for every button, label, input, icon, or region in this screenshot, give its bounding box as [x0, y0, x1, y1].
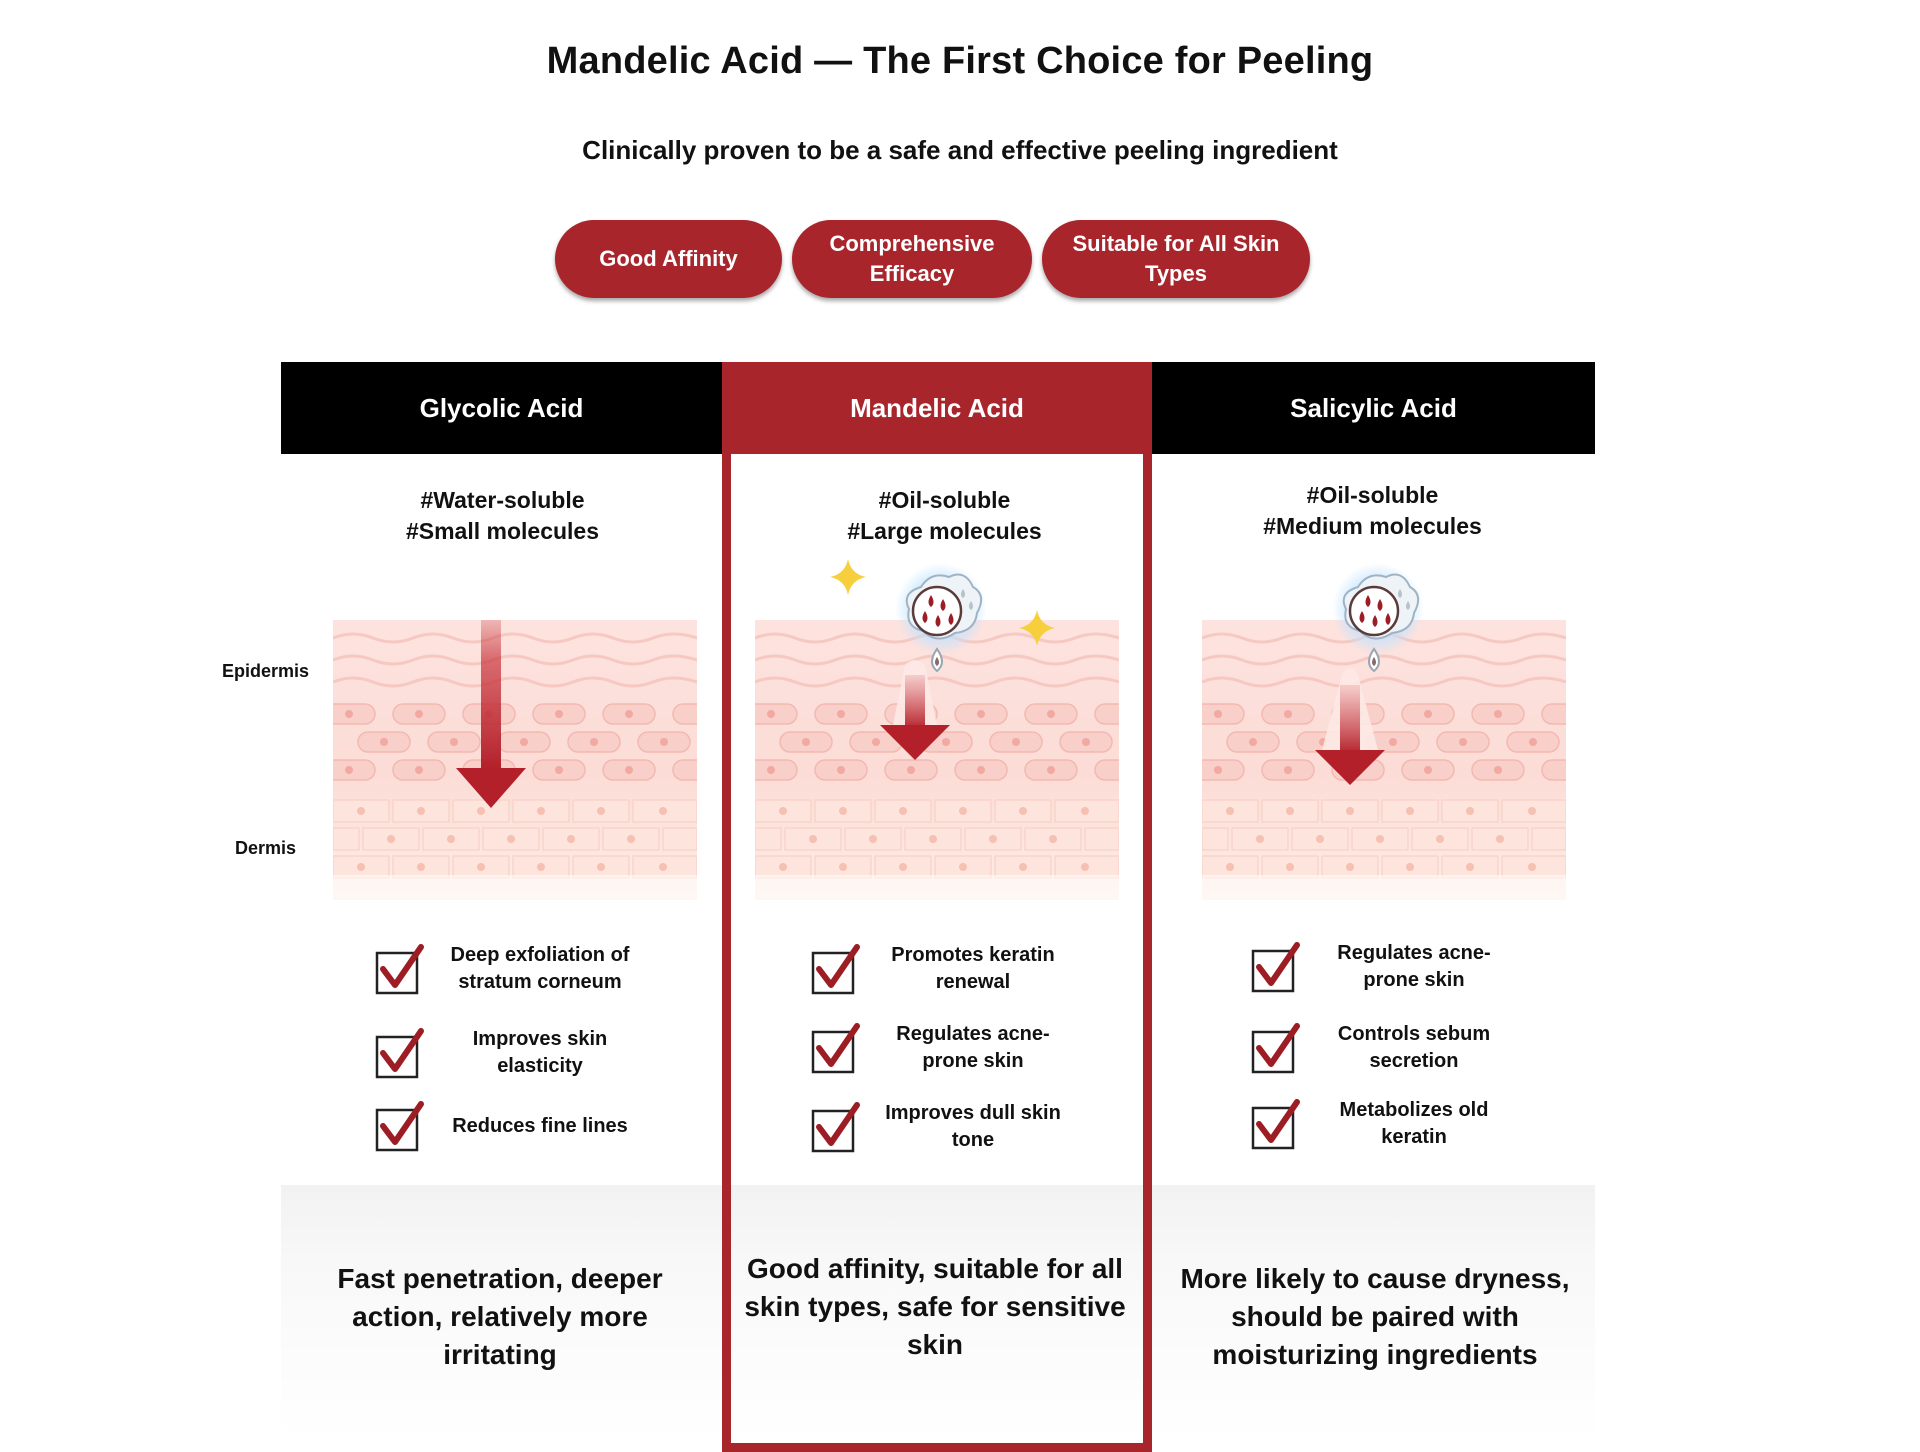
feature-item: [811, 1100, 1073, 1154]
label-dermis: Dermis: [235, 838, 297, 858]
feature-item: [375, 1100, 645, 1152]
tag-line: #Water-soluble: [420, 487, 585, 513]
check-icon: [1251, 941, 1301, 993]
feature-text: Regulates acne-prone skin: [896, 1023, 1050, 1072]
skin-diagram-salicylic: [1202, 545, 1566, 900]
tag-line: #Large molecules: [847, 518, 1042, 544]
tags-glycolic: [330, 485, 675, 547]
feature-text: Improves skin elasticity: [472, 1028, 608, 1077]
page-title: Mandelic Acid — The First Choice for Peeling: [546, 40, 1374, 82]
check-icon: [811, 1101, 861, 1153]
tags-mandelic: [772, 485, 1117, 547]
tag-line: #Oil-soluble: [1306, 482, 1439, 508]
tag-line: #Small molecules: [405, 518, 600, 544]
tags-salicylic: [1200, 480, 1545, 542]
column-header-mandelic: Mandelic Acid: [722, 362, 1152, 454]
feature-item: [1251, 1097, 1509, 1151]
check-icon: [1251, 1022, 1301, 1074]
check-icon: [375, 943, 425, 995]
skin-diagram-glycolic: [333, 620, 697, 900]
pill-good-affinity: Good Affinity: [555, 220, 782, 298]
skin-diagram-mandelic: [755, 545, 1119, 900]
check-icon: [811, 1022, 861, 1074]
feature-text: Controls sebum secretion: [1337, 1023, 1491, 1072]
summary-mandelic: Good affinity, suitable for all skin types, safe for sensitive skin: [744, 1253, 1126, 1360]
feature-item: [375, 942, 645, 996]
check-icon: [375, 1100, 425, 1152]
summary-glycolic: Fast penetration, deeper action, relatively more irritating: [337, 1263, 663, 1370]
check-icon: [811, 943, 861, 995]
label-epidermis: Epidermis: [222, 661, 310, 681]
sparkle-icon: [830, 559, 866, 595]
check-icon: [375, 1027, 425, 1079]
tag-line: #Oil-soluble: [878, 487, 1011, 513]
pill-suitable-all-skin: Suitable for All Skin Types: [1042, 220, 1310, 298]
feature-item: [811, 942, 1073, 996]
feature-text: Reduces fine lines: [452, 1114, 628, 1137]
feature-text: Regulates acne-prone skin: [1337, 942, 1491, 991]
page-subtitle: Clinically proven to be a safe and effective peeling ingredient: [582, 135, 1338, 165]
feature-text: Improves dull skin tone: [885, 1102, 1061, 1151]
feature-item: [811, 1021, 1073, 1075]
column-header-glycolic: Glycolic Acid: [281, 362, 722, 454]
feature-item: [375, 1026, 645, 1080]
column-header-salicylic: Salicylic Acid: [1152, 362, 1595, 454]
summary-salicylic: More likely to cause dryness, should be paired with moisturizing ingredients: [1180, 1263, 1570, 1370]
check-icon: [1251, 1098, 1301, 1150]
feature-item: [1251, 940, 1509, 994]
feature-text: Metabolizes old keratin: [1339, 1099, 1489, 1148]
feature-text: Promotes keratin renewal: [891, 944, 1055, 993]
pill-comprehensive-efficacy: Comprehensive Efficacy: [792, 220, 1032, 298]
feature-item: [1251, 1021, 1509, 1075]
tag-line: #Medium molecules: [1263, 513, 1482, 539]
feature-text: Deep exfoliation of stratum corneum: [450, 944, 630, 993]
